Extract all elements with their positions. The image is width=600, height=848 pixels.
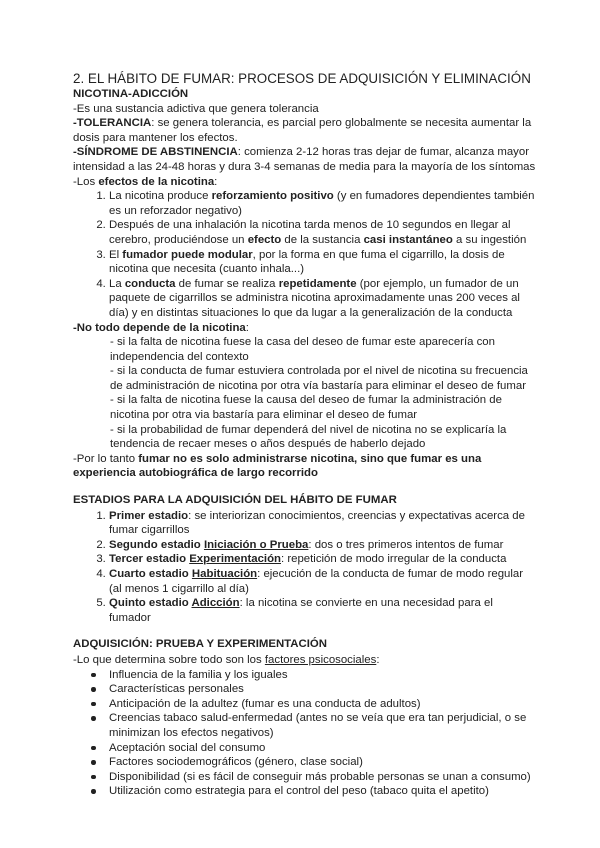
bullet-item: Características personales [109,682,536,697]
list-item: 2. Segundo estadio Iniciación o Prueba: dos o tres primeros intentos de fumar [109,538,536,553]
factores-post: : [376,653,380,666]
bullet-item: Anticipación de la adultez (fumar es una conducta de adultos) [109,697,536,712]
factores-pre: -Lo que determina sobre todo son los [73,653,265,666]
term-sindrome: -SÍNDROME DE ABSTINENCIA [73,146,238,159]
document-title: 2. EL HÁBITO DE FUMAR: PROCESOS DE ADQUISICIÓN Y ELIMINACIÓN [73,71,531,86]
term-no-todo: -No todo depende de la nicotina [73,321,246,334]
efectos-pre: -Los [73,175,99,188]
tolerancia-text: : se genera tolerancia, es parcial pero globalmente se necesita aumentar la dosis para mantener los efectos. [73,117,532,144]
paragraph-conclusion [73,452,536,481]
bullet-item: Utilización como estrategia para el control del peso (tabaco quita el apetito) [109,784,536,799]
term-tolerancia: -TOLERANCIA [73,117,152,130]
dash-item: - si la probabilidad de fumar dependerá del nivel de nicotina no se explicaría la tendencia de recaer meses o años después de haberlo dejado [110,423,507,451]
paragraph-efectos [73,175,536,190]
list-item: 4. La conducta de fumar se realiza repetidamente (por ejemplo, un fumador de un paquete de cigarrillos se administra nicotina aproximadamente unas 200 veces al día) y en distintas situaciones lo que da lugar a la generalización de la conducta [109,277,536,321]
list-item: 4. Cuarto estadio Habituación: ejecución de la conducta de fumar de modo regular (al menos 1 cigarrillo al día) [109,567,536,596]
dash-item: - si la conducta de fumar estuviera controlada por el nivel de nicotina su frecuencia de administración de nicotina por otra vía bastaría para eliminar el deseo de fumar [110,365,528,392]
estadios-list [73,509,536,626]
bullet-item: Influencia de la familia y los iguales [109,668,536,683]
bullet-item: Creencias tabaco salud-enfermedad (antes no se veía que era tan perjudicial, o se minimizan los efectos negativos) [109,711,536,740]
paragraph-factores [73,653,536,668]
no-todo-post: : [245,321,249,334]
dash-item: - si la falta de nicotina fuese la casa del deseo de fumar este aparecería con independencia del contexto [110,336,495,363]
list-item: 3. El fumador puede modular, por la forma en que fuma el cigarrillo, la dosis de nicotina que necesita (cuanto inhala...) [109,248,536,277]
dash-item: - si la falta de nicotina fuese la causa del deseo de fumar la administración de nicotina por otra via bastaría para eliminar el deseo de fumar [110,394,502,422]
conclusion-bold: fumar no es solo administrarse nicotina, sino que fumar es una experiencia autobiográfica de largo recorrido [73,452,482,480]
list-item: 5. Quinto estadio Adicción: la nicotina se convierte en una necesidad para el fumador [109,596,536,625]
section-heading-estadios: ESTADIOS PARA LA ADQUISICIÓN DEL HÁBITO DE FUMAR [73,494,397,507]
term-efectos: efectos de la nicotina [98,175,215,188]
bullet-item: Factores sociodemográficos (género, clase social) [109,755,536,770]
paragraph-tolerancia [73,116,536,145]
dash-list [73,335,536,452]
section-heading-adquisicion: ADQUISICIÓN: PRUEBA Y EXPERIMENTACIÓN [73,638,327,651]
list-item: 1. Primer estadio: se interiorizan conocimientos, creencias y expectativas acerca de fumar cigarrillos [109,509,536,538]
paragraph-sustancia-adictiva: -Es una sustancia adictiva que genera tolerancia [73,102,319,115]
factores-list [73,668,536,799]
list-item: 3. Tercer estadio Experimentación: repetición de modo irregular de la conducta [109,552,536,567]
bullet-item: Disponibilidad (si es fácil de conseguir más probable personas se unan a consumo) [109,770,536,785]
list-item: 2. Después de una inhalación la nicotina tarda menos de 10 segundos en llegar al cerebro, produciéndose un efecto de la sustancia casi instantáneo a su ingestión [109,218,536,247]
sindrome-text: : comienza 2-12 horas tras dejar de fumar, alcanza mayor intensidad a las 24-48 horas y dura 3-4 semanas de media para la mayoría de los síntomas [73,146,536,173]
conclusion-pre: -Por lo tanto [73,452,139,465]
efectos-list [73,189,536,320]
paragraph-sindrome [73,145,536,174]
bullet-item: Aceptación social del consumo [109,741,536,756]
paragraph-no-todo [73,321,536,336]
section-heading-nicotina: NICOTINA-ADICCIÓN [73,88,189,100]
term-factores: factores psicosociales [264,653,377,666]
efectos-post: : [214,175,218,188]
list-item: 1. La nicotina produce reforzamiento positivo (y en fumadores dependientes también es un reforzador negativo) [109,189,536,218]
